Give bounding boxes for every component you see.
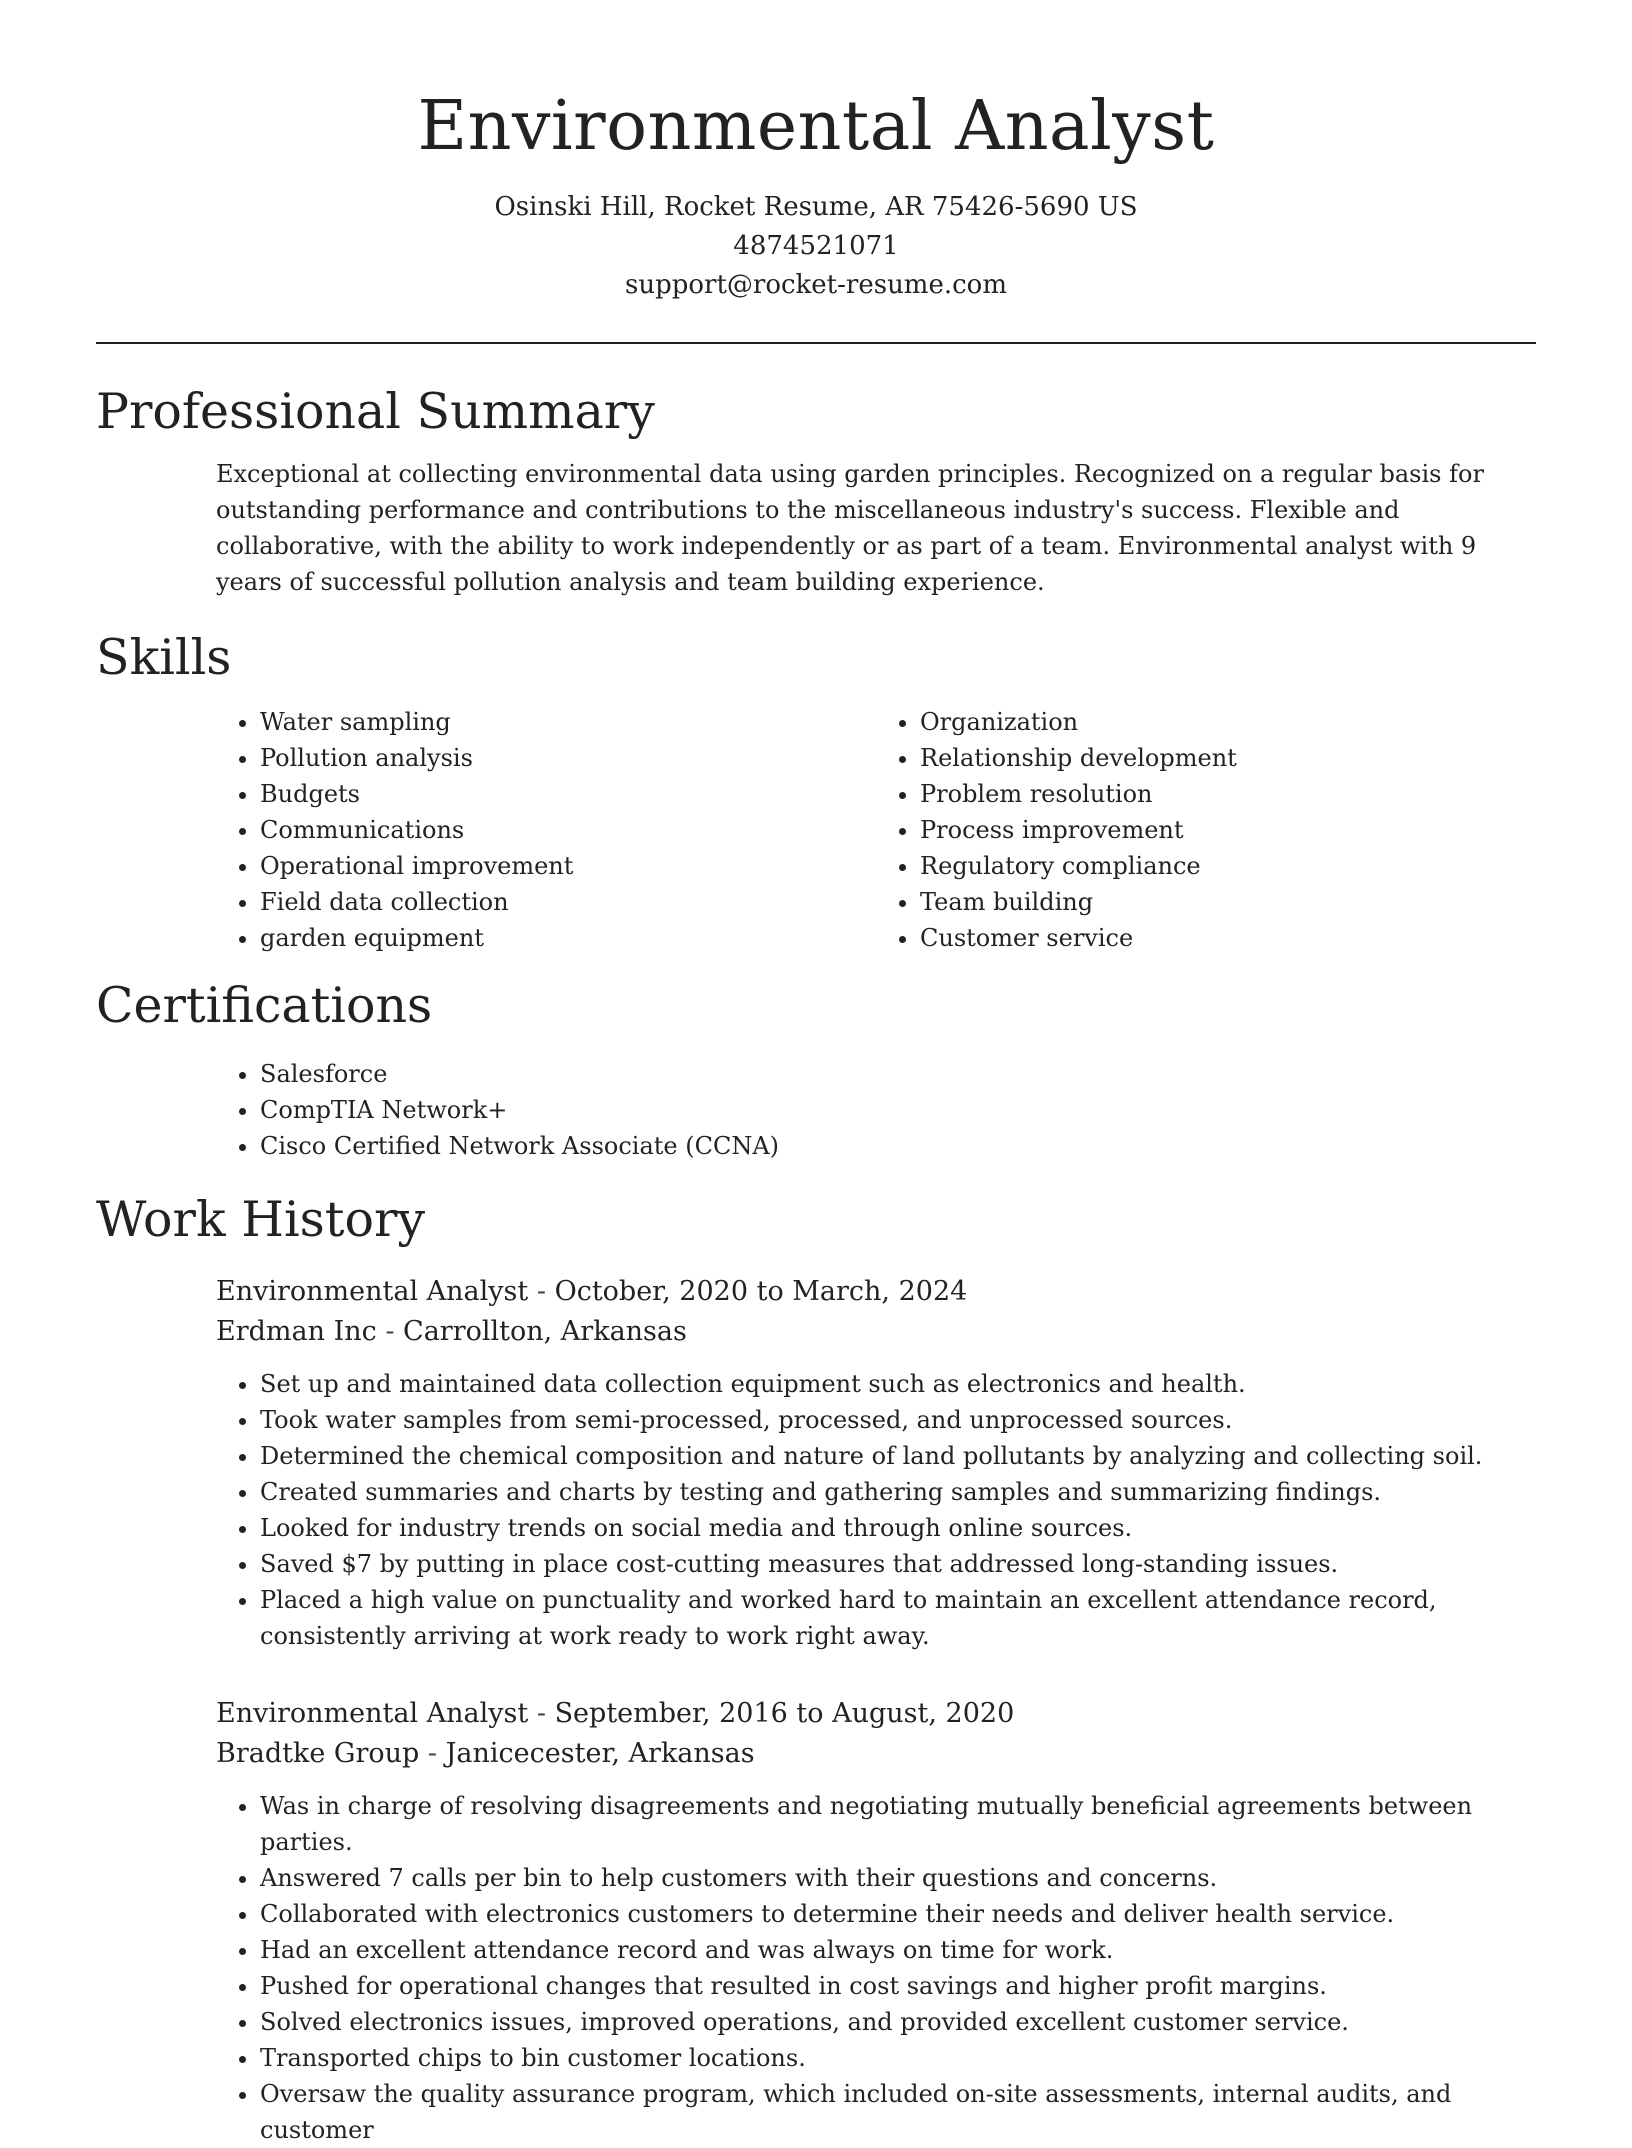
skill-item: • Problem resolution — [920, 776, 1536, 812]
job-location: Carrollton, Arkansas — [403, 1316, 687, 1347]
skill-item: • Regulatory compliance — [920, 848, 1536, 884]
job-bullet: • Took water samples from semi-processed, processed, and unprocessed sources. — [260, 1402, 1536, 1438]
skills-column-right — [876, 704, 1536, 956]
job-title-line — [216, 1694, 1536, 1734]
skill-item: • Customer service — [920, 920, 1536, 956]
job-company-line — [216, 1312, 1536, 1352]
skill-item: • Pollution analysis — [260, 740, 876, 776]
skill-item: • Field data collection — [260, 884, 876, 920]
work-history-heading: Work History — [96, 1191, 426, 1248]
address: Osinski Hill, Rocket Resume, AR 75426-5690 US — [494, 192, 1138, 222]
job-bullet: • Created summaries and charts by testing and gathering samples and summarizing findings. — [260, 1474, 1536, 1510]
job-entry — [216, 1272, 1536, 1654]
resume-page — [96, 0, 1536, 2148]
job-bullet: • Saved $7 by putting in place cost-cutting measures that addressed long-standing issues. — [260, 1546, 1536, 1582]
separator: - — [528, 1276, 555, 1307]
job-title: Environmental Analyst — [216, 1698, 529, 1729]
skill-item: • garden equipment — [260, 920, 876, 956]
skill-item: • Organization — [920, 704, 1536, 740]
certification-item: • Salesforce — [260, 1056, 1536, 1092]
skill-item: • Process improvement — [920, 812, 1536, 848]
job-bullet: • Solved electronics issues, improved operations, and provided excellent customer service. — [260, 2004, 1536, 2040]
header-divider — [96, 342, 1536, 344]
certification-item: • Cisco Certified Network Associate (CCNA) — [260, 1128, 1536, 1164]
job-company: Bradtke Group — [216, 1738, 420, 1769]
resume-name: Environmental Analyst — [417, 87, 1215, 166]
contact-block — [96, 188, 1536, 305]
email: support@rocket-resume.com — [624, 270, 1007, 300]
separator: - — [419, 1738, 446, 1769]
job-company-line — [216, 1734, 1536, 1774]
certifications-heading: Certifications — [96, 977, 433, 1034]
certification-item: • CompTIA Network+ — [260, 1092, 1536, 1128]
job-bullet: • Determined the chemical composition and nature of land pollutants by analyzing and collecting soil. — [260, 1438, 1536, 1474]
job-company: Erdman Inc — [216, 1316, 377, 1347]
job-title-line — [216, 1272, 1536, 1312]
job-dates: September, 2016 to August, 2020 — [554, 1698, 1015, 1729]
certifications-list — [216, 1056, 1536, 1164]
job-bullet: • Looked for industry trends on social media and through online sources. — [260, 1510, 1536, 1546]
job-bullet: • Oversaw the quality assurance program, which included on-site assessments, internal audits, and customer — [260, 2076, 1536, 2148]
separator: - — [376, 1316, 404, 1347]
job-bullet: • Set up and maintained data collection equipment such as electronics and health. — [260, 1366, 1536, 1402]
skill-item: • Relationship development — [920, 740, 1536, 776]
job-location: Janicecester, Arkansas — [445, 1738, 755, 1769]
phone: 4874521071 — [733, 231, 899, 261]
job-bullet: • Had an excellent attendance record and was always on time for work. — [260, 1932, 1536, 1968]
skill-item: • Operational improvement — [260, 848, 876, 884]
job-bullets — [216, 1788, 1536, 2148]
summary-heading: Professional Summary — [96, 383, 655, 440]
job-bullet: • Was in charge of resolving disagreements and negotiating mutually beneficial agreements between parties. — [260, 1788, 1536, 1860]
job-title: Environmental Analyst — [216, 1276, 529, 1307]
job-bullet: • Collaborated with electronics customers to determine their needs and deliver health service. — [260, 1896, 1536, 1932]
job-bullet: • Placed a high value on punctuality and worked hard to maintain an excellent attendance record, consistently arriving at work ready to work right away. — [260, 1582, 1536, 1654]
skill-item: • Communications — [260, 812, 876, 848]
summary-text: Exceptional at collecting environmental data using garden principles. Recognized on a regular basis for outstanding performance and contributions to the miscellaneous industry's success. Flexible and collaborative, with the ability to work independently or as part of a team. Environmental analyst with 9 years of successful pollution analysis and team building experience. — [216, 460, 1484, 596]
skills-column-left — [216, 704, 876, 956]
skill-item: • Water sampling — [260, 704, 876, 740]
skill-item: • Team building — [920, 884, 1536, 920]
separator: - — [528, 1698, 555, 1729]
job-bullet: • Pushed for operational changes that resulted in cost savings and higher profit margins. — [260, 1968, 1536, 2004]
skill-item: • Budgets — [260, 776, 876, 812]
job-bullet: • Transported chips to bin customer locations. — [260, 2040, 1536, 2076]
job-entry — [216, 1694, 1536, 2148]
job-bullets — [216, 1366, 1536, 1654]
job-bullet: • Answered 7 calls per bin to help customers with their questions and concerns. — [260, 1860, 1536, 1896]
skills-heading: Skills — [96, 629, 232, 686]
job-dates: October, 2020 to March, 2024 — [554, 1276, 968, 1307]
skills-grid — [216, 704, 1536, 956]
